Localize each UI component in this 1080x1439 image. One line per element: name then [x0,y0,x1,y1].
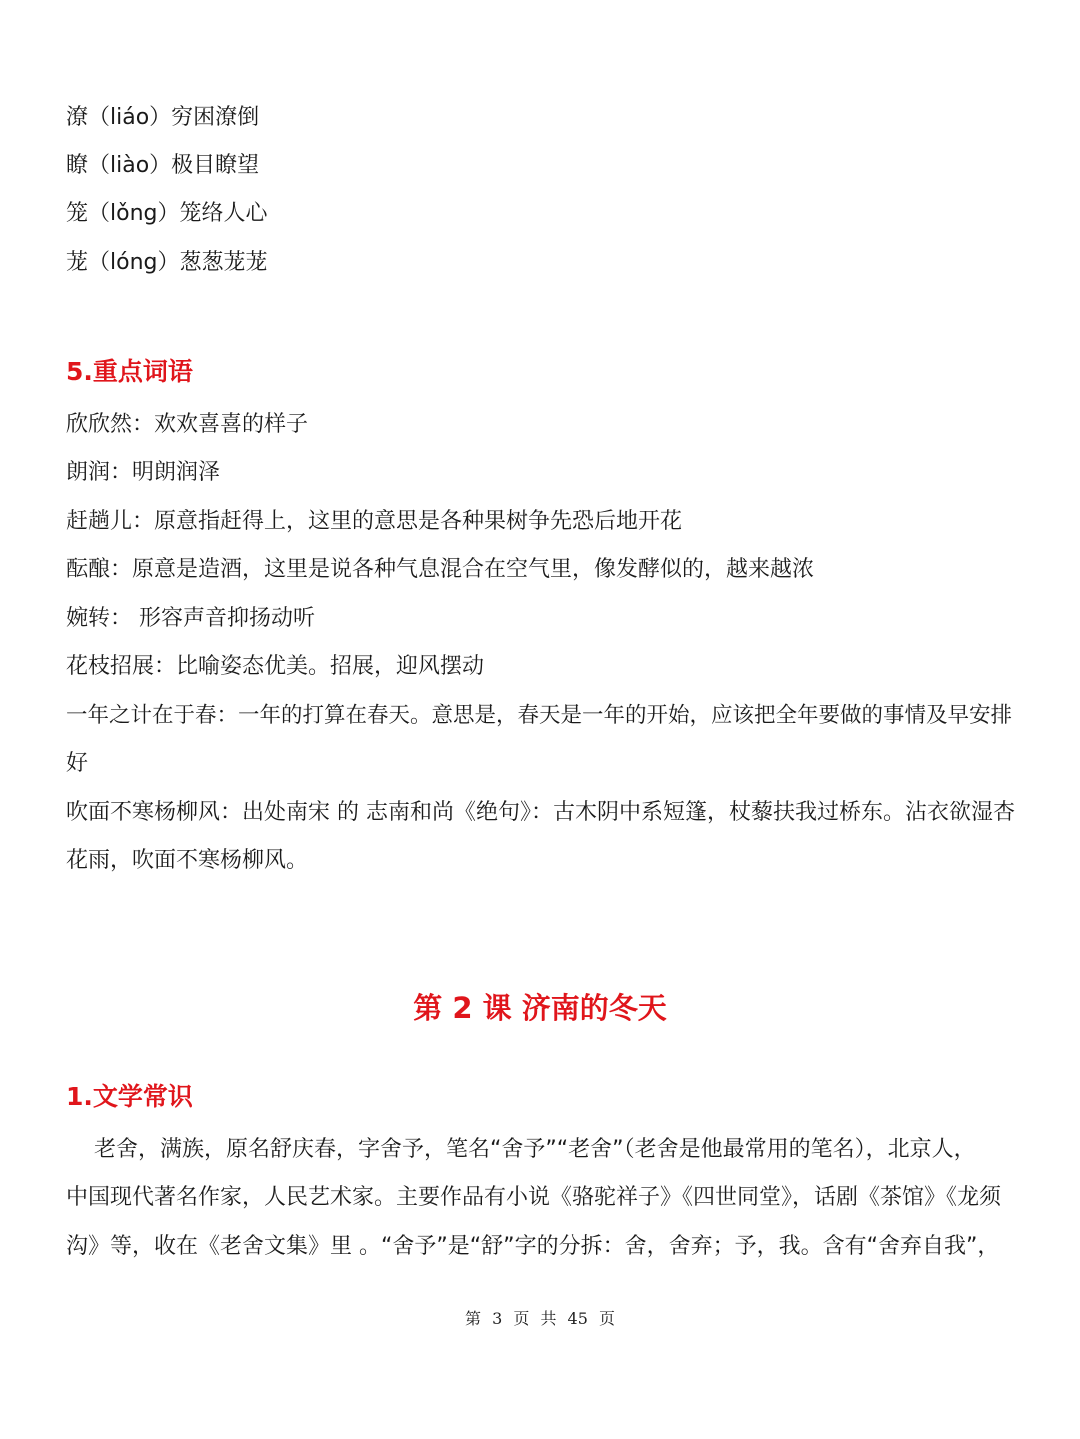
vocab-line: 好 [66,751,89,776]
paragraph-line: 中国现代著名作家，人民艺术家。主要作品有小说《骆驼祥子》《四世同堂》，话剧《茶馆》《龙须 [66,1185,1002,1210]
pinyin-item: 潦（liáo）穷困潦倒 [66,105,260,130]
section-heading-key-words: 5.重点词语 [66,357,193,386]
section-heading-literary-knowledge: 1.文学常识 [66,1082,193,1111]
paragraph-line: 沟》等，收在《老舍文集》里 。“舍予”是“舒”字的分拆：舍，舍弃；予，我。含有“舍弃自我”， [66,1234,1000,1259]
vocab-line: 吹面不寒杨柳风：出处南宋 的 志南和尚《绝句》：古木阴中系短篷，杖藜扶我过桥东。沾衣欲湿杏 [66,800,1015,825]
vocab-line: 酝酿：原意是造酒，这里是说各种气息混合在空气里，像发酵似的，越来越浓 [66,557,815,582]
vocab-line: 朗润：明朗润泽 [66,460,221,485]
page-number-footer: 第 3 页 共 45 页 [465,1309,615,1328]
paragraph-line: 老舍，满族，原名舒庆春，字舍予，笔名“舍予”“老舍”（老舍是他最常用的笔名），北京人， [66,1137,976,1162]
vocab-line: 欣欣然：欢欢喜喜的样子 [66,412,309,437]
vocab-line: 花枝招展：比喻姿态优美。招展，迎风摆动 [66,654,485,679]
vocab-line: 婉转： 形容声音抑扬动听 [66,606,315,631]
vocab-line: 赶趟儿：原意指赶得上，这里的意思是各种果树争先恐后地开花 [66,509,683,534]
vocab-line: 花雨，吹面不寒杨柳风。 [66,848,309,873]
vocab-line: 一年之计在于春：一年的打算在春天。意思是，春天是一年的开始，应该把全年要做的事情及早安排 [66,703,1013,728]
pinyin-item: 笼（lǒng）笼络人心 [66,201,268,226]
pinyin-item: 茏（lóng）葱葱茏茏 [66,250,268,275]
pinyin-item: 瞭（liào）极目瞭望 [66,153,260,178]
lesson-title: 第 2 课 济南的冬天 [413,991,667,1025]
